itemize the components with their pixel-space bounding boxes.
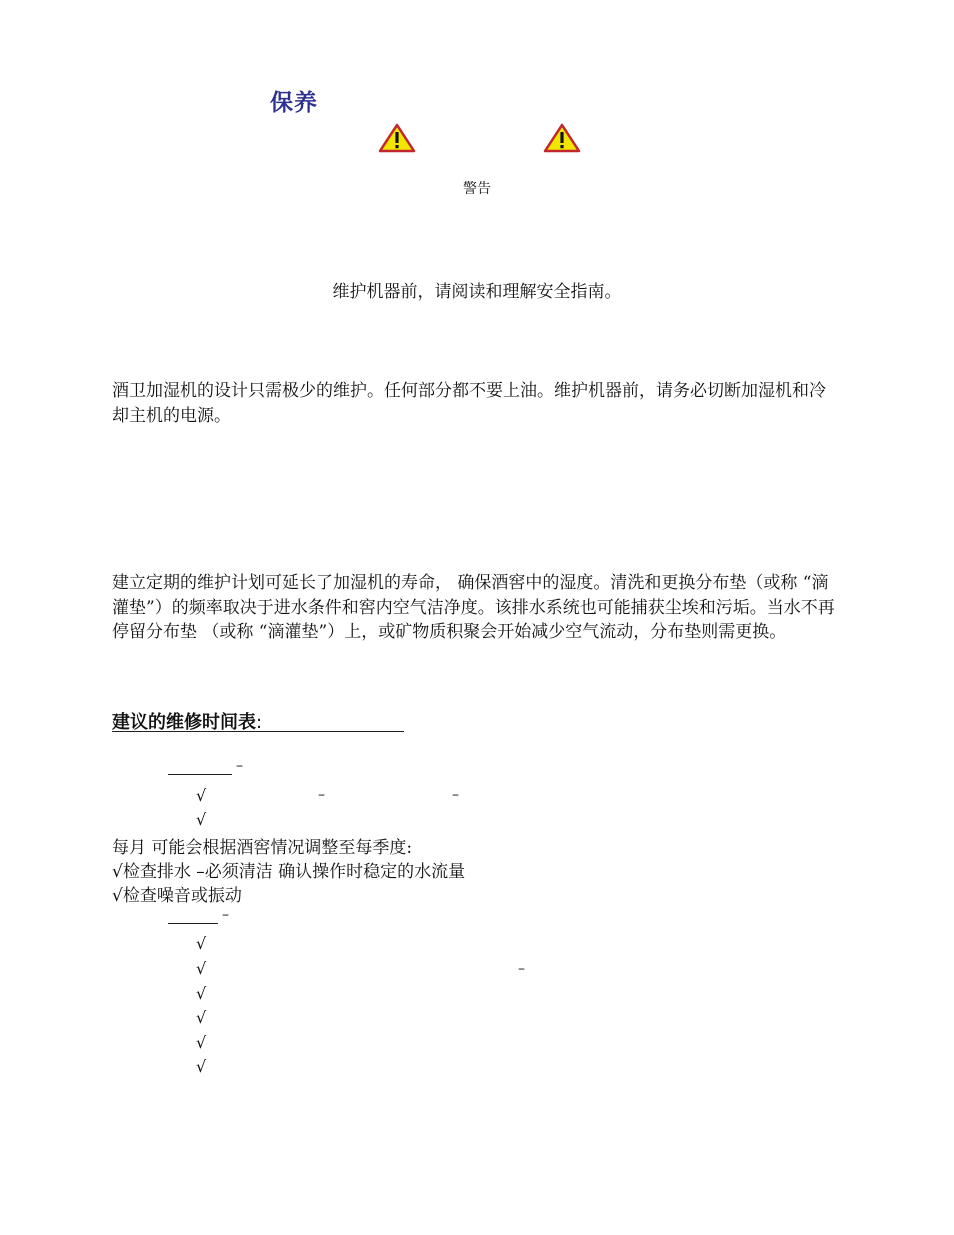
intro-paragraph: 酒卫加湿机的设计只需极少的维护。任何部分都不要上油。维护机器前，请务必切断加湿机和冷却主机的电源。 [112, 381, 826, 426]
check-mark: √ [196, 810, 207, 829]
schedule-heading [112, 708, 262, 734]
dash-mark: – [452, 787, 459, 803]
check-mark: √ [196, 959, 207, 978]
warning-triangle-icon [543, 123, 581, 153]
check-mark: √ [196, 934, 207, 953]
check-mark: √ [196, 1008, 207, 1027]
dash-mark: – [222, 907, 229, 923]
dash-mark: – [318, 787, 325, 803]
item-underline [168, 923, 218, 924]
schedule-heading-colon: : [256, 712, 263, 733]
check-mark: √ [196, 1033, 207, 1052]
dash-mark: – [236, 758, 243, 774]
item-underline [168, 774, 232, 775]
schedule-heading-text: 建议的维修时间表 [112, 712, 256, 733]
safety-notice: 维护机器前，请阅读和理解安全指南。 [332, 282, 622, 302]
check-mark: √ [196, 786, 207, 805]
monthly-line: 每月 可能会根据酒窖情况调整至每季度: [112, 838, 413, 858]
list-item: √检查噪音或振动 [112, 886, 242, 906]
list-item: √检查排水 –必须清洁 确认操作时稳定的水流量 [112, 862, 466, 882]
page-title: 保养 [270, 90, 318, 116]
maintenance-plan-paragraph: 建立定期的维护计划可延长了加湿机的寿命， 确保酒窖中的湿度。清洗和更换分布垫（或称 “滴灌垫”）的频率取决于进水条件和窖内空气洁净度。该排水系统也可能捕获尘埃和污垢。当水不再停留分布垫 （或称 “滴灌垫”）上，或矿物质积聚会开始减少空气流动，分布垫则需更换。 [112, 573, 835, 642]
dash-mark: – [518, 961, 525, 977]
check-mark: √ [196, 1057, 207, 1076]
warning-triangle-icon [378, 123, 416, 153]
check-mark: √ [196, 984, 207, 1003]
warning-label: 警告 [463, 181, 491, 197]
